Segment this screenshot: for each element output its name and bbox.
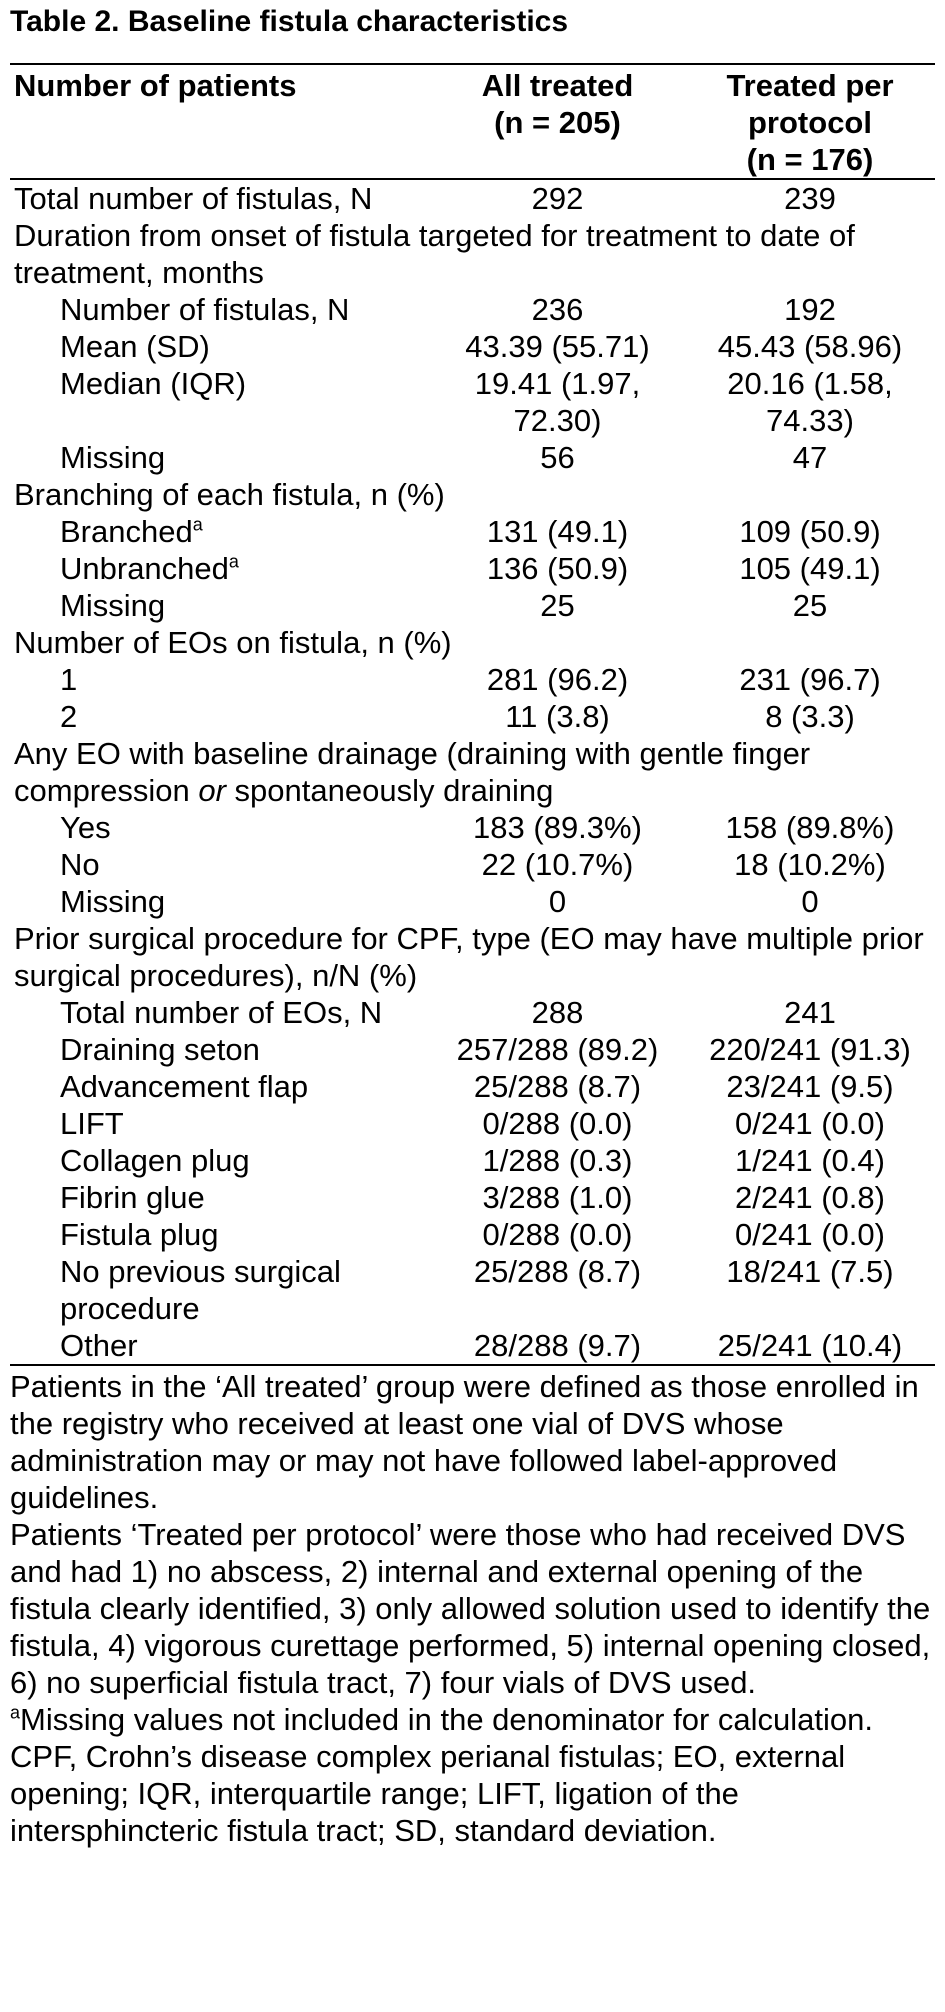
footnote-marker: a [10,1702,21,1723]
row-label [10,1179,430,1216]
table-row [10,365,935,439]
row-label [10,1142,430,1179]
cell-per-protocol: 231 (96.7) [739,662,881,697]
cell-per-protocol: 239 [784,181,836,216]
row-label-text: Mean (SD) [60,329,210,364]
cell-per-protocol: 20.16 (1.58, 74.33) [727,366,893,438]
cell-per-protocol: 2/241 (0.8) [735,1180,885,1215]
table-row [10,1253,935,1327]
footnote-all-treated: Patients in the ‘All treated’ group were defined as those enrolled in the registry who received at least one vial of DVS whose administration may or may not have followed label-approved guidelines. [10,1369,919,1515]
cell-all-treated: 19.41 (1.97, 72.30) [474,366,641,438]
cell-per-protocol: 0/241 (0.0) [735,1217,885,1252]
cell-all-treated: 0/288 (0.0) [482,1217,633,1252]
row-label [10,1031,430,1068]
row-label-text: Advancement flap [60,1069,309,1104]
cell-all-treated: 281 (96.2) [486,662,629,697]
row-label-text: Total number of EOs, N [60,995,383,1030]
table-row [10,550,935,587]
row-label [10,550,430,587]
section-label: Branching of each fistula, n (%) [14,477,445,512]
table-section-row [10,624,935,661]
cell-all-treated: 43.39 (55.71) [465,329,650,364]
cell-per-protocol: 158 (89.8%) [725,810,895,845]
cell-all-treated: 136 (50.9) [486,551,629,586]
section-label: Number of EOs on fistula, n (%) [14,625,452,660]
cell-all-treated: 131 (49.1) [486,514,629,549]
row-label [10,1327,430,1365]
cell-per-protocol: 1/241 (0.4) [735,1143,885,1178]
row-label [10,994,430,1031]
table-section-row [10,217,935,291]
table-row [10,1031,935,1068]
table-row [10,1327,935,1365]
header-all-treated [430,64,685,179]
cell-all-treated: 1/288 (0.3) [482,1143,633,1178]
cell-per-protocol: 105 (49.1) [739,551,881,586]
section-label-text: spontaneously draining [225,773,554,808]
row-label-text: No previous surgical procedure [60,1254,341,1326]
header-number-of-patients: Number of patients [14,68,297,103]
row-label-text: LIFT [60,1106,124,1141]
row-label-text: No [60,847,100,882]
cell-per-protocol: 109 (50.9) [739,514,881,549]
cell-all-treated: 257/288 (89.2) [456,1032,659,1067]
table-section-row [10,920,935,994]
table-title: Table 2. Baseline fistula characteristics [10,5,569,38]
row-label-text: Missing [60,884,166,919]
table-row [10,661,935,698]
table-row [10,439,935,476]
cell-per-protocol: 241 [784,995,836,1030]
footnote-marker: a [228,551,239,572]
cell-per-protocol: 8 (3.3) [765,699,855,734]
cell-all-treated: 236 [531,292,584,327]
table-row [10,1179,935,1216]
table-row [10,1142,935,1179]
row-label [10,179,430,217]
cell-all-treated: 288 [531,995,584,1030]
section-label-emphasis: or [198,773,226,808]
footnote-missing-text: Missing values not included in the denominator for calculation. [20,1702,873,1737]
row-label [10,513,430,550]
row-label [10,1216,430,1253]
cell-all-treated: 56 [540,440,575,475]
row-label-text: Collagen plug [60,1143,250,1178]
table-section-row [10,735,935,809]
row-label [10,661,430,698]
characteristics-table [10,63,935,1366]
row-label-text: Branched [60,514,193,549]
table-row [10,846,935,883]
row-label [10,439,430,476]
table-row [10,1216,935,1253]
cell-all-treated: 25/288 (8.7) [473,1069,642,1104]
row-label-text: Other [60,1328,138,1363]
footnote-abbreviations: CPF, Crohn’s disease complex perianal fistulas; EO, external opening; IQR, interquartile range; LIFT, ligation of the intersphincteric fistula tract; SD, standard deviation. [10,1739,846,1848]
row-label [10,1105,430,1142]
row-label [10,883,430,920]
header-per-protocol-line1: Treated per [726,68,894,103]
cell-all-treated: 25/288 (8.7) [473,1254,642,1289]
row-label-text: Draining seton [60,1032,260,1067]
table-row [10,1068,935,1105]
row-label-text: Yes [60,810,111,845]
table-row [10,179,935,217]
row-label [10,328,430,365]
table-body [10,179,935,1365]
row-label-text: Unbranched [60,551,229,586]
table-row [10,883,935,920]
cell-per-protocol: 0 [801,884,819,919]
cell-per-protocol: 18/241 (7.5) [726,1254,894,1289]
row-label-text: Missing [60,588,166,623]
row-label [10,809,430,846]
cell-all-treated: 0/288 (0.0) [482,1106,633,1141]
row-label-text: 1 [60,662,78,697]
cell-all-treated: 3/288 (1.0) [482,1180,633,1215]
table-row [10,994,935,1031]
cell-per-protocol: 0/241 (0.0) [735,1106,885,1141]
table-section-row [10,476,935,513]
row-label [10,1068,430,1105]
cell-all-treated: 292 [531,181,584,216]
table-row [10,291,935,328]
row-label [10,1253,430,1327]
footnotes [10,1368,935,1849]
row-label [10,846,430,883]
row-label [10,291,430,328]
footnote-per-protocol: Patients ‘Treated per protocol’ were those who had received DVS and had 1) no abscess, 2) internal and external opening of the fistula clearly identified, 3) only allowed solution used to identify the fistula, 4) vigorous curettage performed, 5) internal opening closed, 6) no superficial fistula tract, 7) four vials of DVS used. [10,1517,931,1700]
cell-all-treated: 183 (89.3%) [473,810,642,845]
row-label [10,587,430,624]
row-label-text: Fibrin glue [60,1180,205,1215]
cell-per-protocol: 25 [792,588,828,623]
cell-per-protocol: 25/241 (10.4) [717,1328,903,1363]
table-row [10,809,935,846]
row-label-text: Total number of fistulas, N [14,181,373,216]
header-all-treated-line1: All treated [481,68,634,103]
cell-all-treated: 28/288 (9.7) [473,1328,642,1363]
footnote-missing-values [10,1701,935,1738]
table-header [10,64,935,179]
cell-per-protocol: 47 [792,440,828,475]
row-label-text: Missing [60,440,166,475]
header-all-treated-line2: (n = 205) [494,105,621,140]
header-per-protocol-line2: protocol [748,105,872,140]
header-per-protocol-line3: (n = 176) [746,142,874,177]
table-row [10,328,935,365]
section-label: Duration from onset of fistula targeted for treatment to date of treatment, months [14,218,855,290]
row-label [10,365,430,439]
row-label-text: Median (IQR) [60,366,247,401]
section-label: Prior surgical procedure for CPF, type (EO may have multiple prior surgical procedures), n/N (%) [14,921,924,993]
cell-per-protocol: 23/241 (9.5) [726,1069,894,1104]
row-label-text: 2 [60,699,78,734]
table-row [10,698,935,735]
cell-per-protocol: 220/241 (91.3) [709,1032,911,1067]
header-treated-per-protocol [685,64,935,179]
row-label [10,698,430,735]
section-label-text: Any EO with baseline drainage (draining with gentle finger compression [14,736,811,808]
cell-all-treated: 0 [548,884,567,919]
cell-per-protocol: 18 (10.2%) [734,847,886,882]
row-label-text: Fistula plug [60,1217,219,1252]
cell-per-protocol: 45.43 (58.96) [717,329,903,364]
table-row [10,587,935,624]
row-label-text: Number of fistulas, N [60,292,350,327]
table-row [10,1105,935,1142]
cell-per-protocol: 192 [784,292,836,327]
cell-all-treated: 11 (3.8) [505,699,610,734]
cell-all-treated: 22 (10.7%) [481,847,634,882]
section-label [10,735,935,809]
footnote-marker: a [192,514,203,535]
table-row [10,513,935,550]
cell-all-treated: 25 [540,588,575,623]
